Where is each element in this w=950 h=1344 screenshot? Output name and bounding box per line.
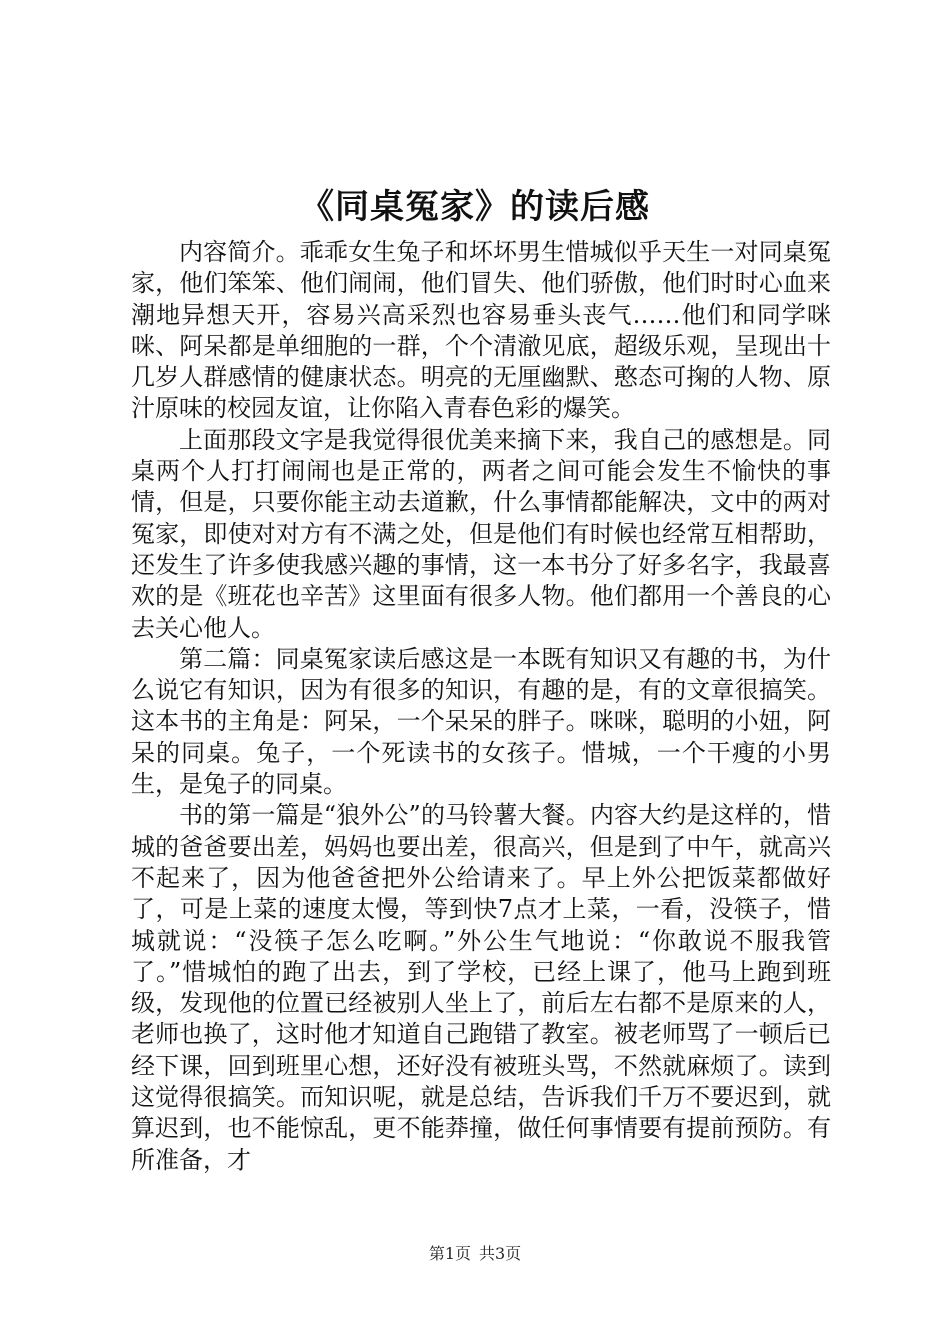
body-paragraph: 书的第一篇是“狼外公”的马铃薯大餐。内容大约是这样的，惜城的爸爸要出差，妈妈也要出差，很高兴，但是到了中午，就高兴不起来了，因为他爸爸把外公给请来了。早上外公把饭菜都做好了，可是上菜的速度太慢，等到快7点才上菜，一看，没筷子，惜城就说：“没筷子怎么吃啊。”外公生气地说：“你敢说不服我管了。”惜城怕的跑了出去，到了学校，已经上课了，他马上跑到班级，发现他的位置已经被别人坐上了，前后左右都不是原来的人，老师也换了，这时他才知道自己跑错了教室。被老师骂了一顿后已经下课，回到班里心想，还好没有被班头骂，不然就麻烦了。读到这觉得很搞笑。而知识呢，就是总结，告诉我们千万不要迟到，就算迟到，也不能惊乱，更不能莽撞，做任何事情要有提前预防。有所准备，才 (131, 801, 831, 1174)
document-body (131, 237, 831, 1176)
page-total: 共3页 (479, 1244, 522, 1263)
body-paragraph: 上面那段文字是我觉得很优美来摘下来，我自己的感想是。同桌两个人打打闹闹也是正常的，两者之间可能会发生不愉快的事情，但是，只要你能主动去道歉，什么事情都能解决，文中的两对冤家，即使对对方有不满之处，但是他们有时候也经常互相帮助，还发生了许多使我感兴趣的事情，这一本书分了好多名字，我最喜欢的是《班花也辛苦》这里面有很多人物。他们都用一个善良的心去关心他人。 (131, 425, 831, 642)
document-title: 《同桌冤家》的读后感 (300, 187, 650, 227)
page-footer (0, 1243, 950, 1265)
page-number: 第1页 (428, 1244, 471, 1263)
body-paragraph: 内容简介。乖乖女生兔子和坏坏男生惜城似乎天生一对同桌冤家，他们笨笨、他们闹闹，他们冒失、他们骄傲，他们时时心血来潮地异想天开，容易兴高采烈也容易垂头丧气……他们和同学咪咪、阿呆都是单细胞的一群，个个清澈见底，超级乐观，呈现出十几岁人群感情的健康状态。明亮的无厘幽默、憨态可掬的人物、原汁原味的校园友谊，让你陷入青春色彩的爆笑。 (131, 238, 831, 423)
body-paragraph: 第二篇：同桌冤家读后感这是一本既有知识又有趣的书，为什么说它有知识，因为有很多的知识，有趣的是，有的文章很搞笑。这本书的主角是：阿呆，一个呆呆的胖子。咪咪，聪明的小妞，阿呆的同桌。兔子，一个死读书的女孩子。惜城，一个干瘦的小男生，是兔子的同桌。 (131, 644, 831, 799)
